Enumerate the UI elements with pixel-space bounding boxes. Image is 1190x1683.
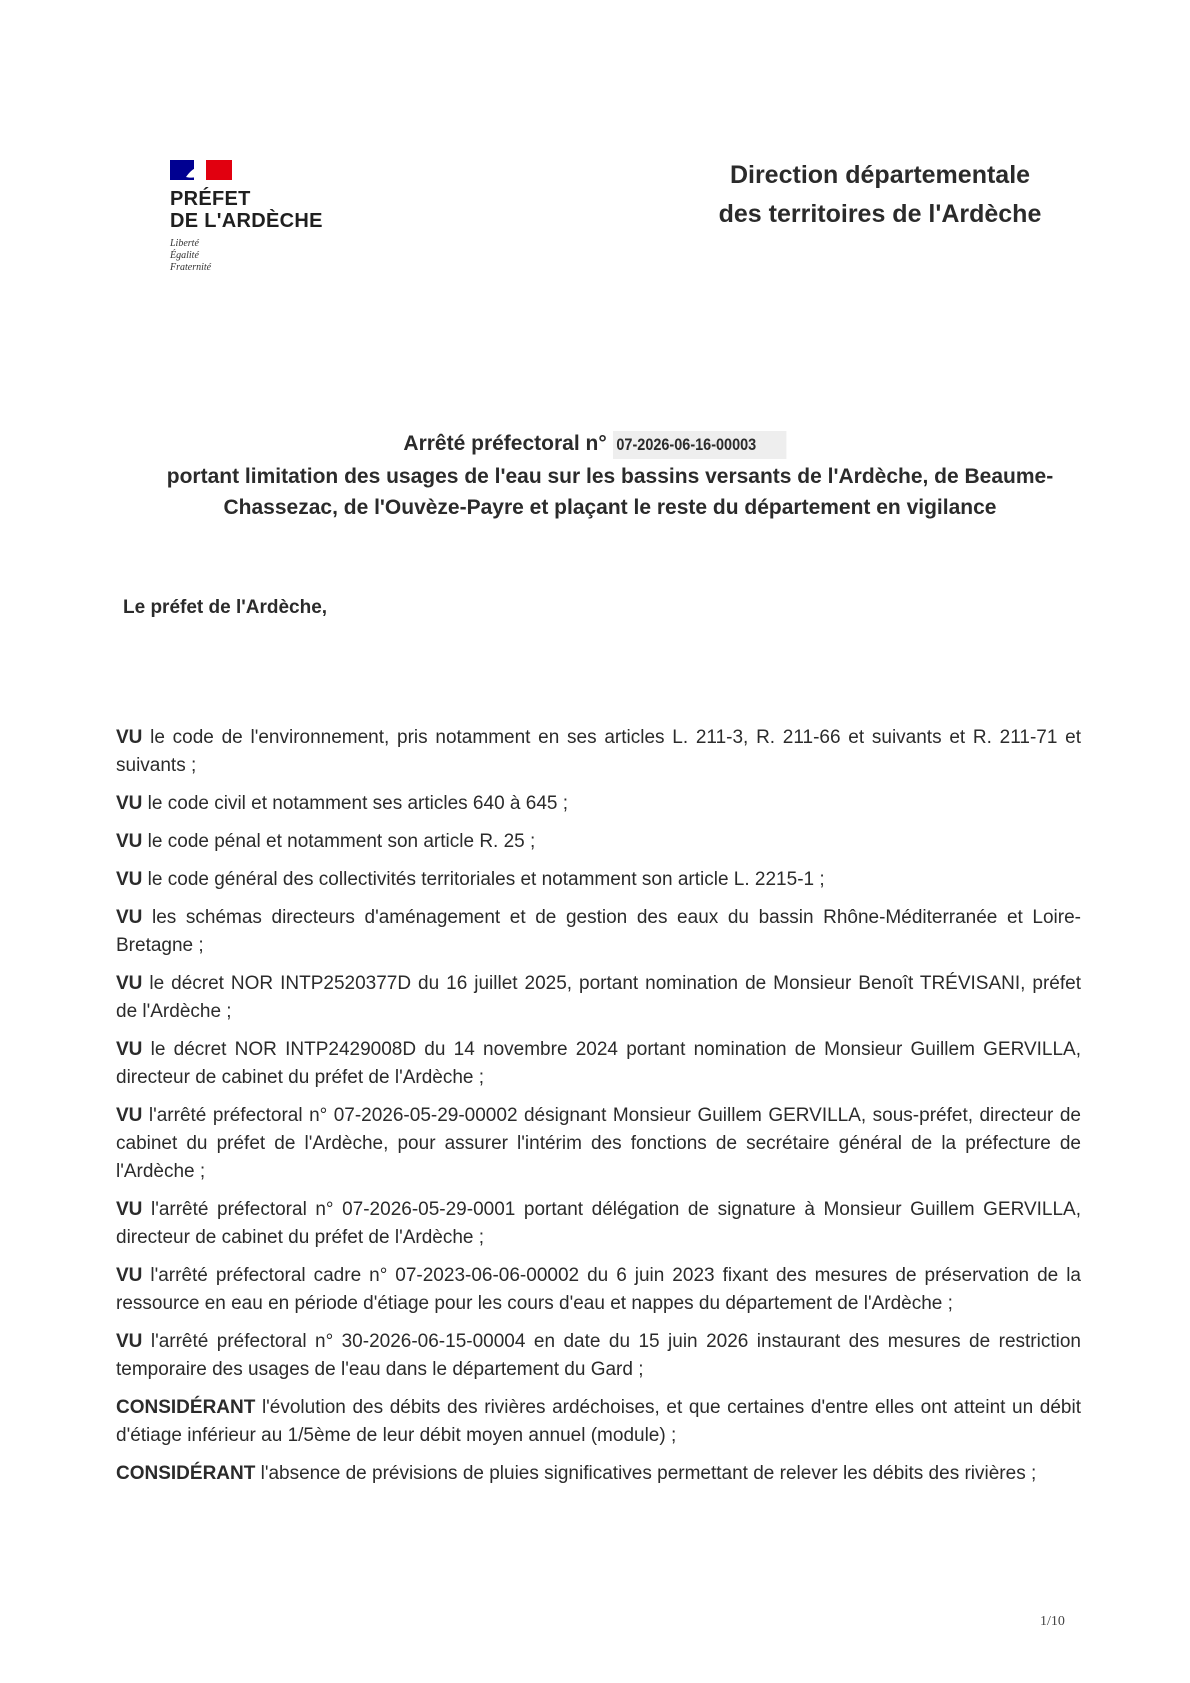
recital-text: les schémas directeurs d'aménagement et de gestion des eaux du bassin Rhône-Méditerranée et Loire-Bretagne ; (116, 907, 1081, 956)
recital-keyword: VU (116, 1265, 143, 1286)
recital-keyword: VU (116, 727, 143, 748)
recital-keyword: VU (116, 869, 143, 890)
motto-liberte: Liberté (170, 238, 199, 249)
recital-text: le code général des collectivités territoriales et notamment son article L. 2215-1 ; (142, 869, 825, 890)
recital-paragraph (116, 970, 1081, 1026)
recital-paragraph (116, 790, 1081, 818)
recital-text: l'arrêté préfectoral n° 07-2026-05-29-00002 désignant Monsieur Guillem GERVILLA, sous-préfet, directeur de cabinet du préfet de l'Ardèche, pour assurer l'intérim des fonctions de secrétaire général de la préfecture de l'Ardèche ; (116, 1105, 1081, 1182)
prefet-intro: Le préfet de l'Ardèche, (123, 597, 328, 618)
flag-blue-stripe (170, 160, 194, 180)
recital-paragraph (116, 828, 1081, 856)
decree-title (130, 430, 1090, 523)
recital-text: l'arrêté préfectoral n° 30-2026-06-15-00004 en date du 15 juin 2026 instaurant des mesures de restriction temporaire des usages de l'eau dans le département du Gard ; (116, 1331, 1081, 1380)
recital-keyword: CONSIDÉRANT (116, 1397, 256, 1418)
recital-paragraph (116, 1262, 1081, 1318)
direction-line-1: Direction départementale (729, 161, 1031, 189)
decree-title-prefix: Arrêté préfectoral n° (403, 432, 607, 455)
recital-paragraph (116, 724, 1081, 780)
prefecture-logo (170, 160, 370, 274)
decree-subtitle: portant limitation des usages de l'eau sur les bassins versants de l'Ardèche, de Beaume-Chassezac, de l'Ouvèze-Payre et plaçant le reste du département en vigilance (166, 465, 1054, 519)
recital-keyword: VU (116, 1105, 143, 1126)
decree-body (116, 724, 1081, 1498)
logo-line-ardeche: DE L'ARDÈCHE (170, 210, 323, 232)
recital-text: l'évolution des débits des rivières ardéchoises, et que certaines d'entre elles ont atteint un débit d'étiage inférieur au 1/5ème de leur débit moyen annuel (module) ; (116, 1397, 1081, 1446)
recital-keyword: CONSIDÉRANT (116, 1463, 256, 1484)
recital-paragraph (116, 1036, 1081, 1092)
page-number: 1/10 (1040, 1614, 1065, 1629)
decree-title-line (130, 430, 1090, 459)
recital-paragraph (116, 866, 1081, 894)
decree-number: 07-2026-06-16-00003 (613, 431, 786, 459)
recital-text: l'arrêté préfectoral cadre n° 07-2023-06-06-00002 du 6 juin 2023 fixant des mesures de préservation de la ressource en eau en période d'étiage pour les cours d'eau et nappes du département de l'Ardèche ; (116, 1265, 1081, 1314)
flag-red-stripe (206, 160, 232, 180)
recital-paragraph (116, 1196, 1081, 1252)
recital-keyword: VU (116, 973, 143, 994)
logo-line-prefet: PRÉFET (170, 188, 251, 210)
recital-text: le décret NOR INTP2429008D du 14 novembre 2024 portant nomination de Monsieur Guillem GERVILLA, directeur de cabinet du préfet de l'Ardèche ; (116, 1039, 1081, 1088)
recital-keyword: VU (116, 907, 143, 928)
recital-keyword: VU (116, 1039, 143, 1060)
issuing-direction (680, 156, 1080, 234)
republic-motto (170, 238, 370, 274)
recital-keyword: VU (116, 1199, 143, 1220)
recital-text: l'absence de prévisions de pluies significatives permettant de relever les débits des rivières ; (255, 1463, 1037, 1484)
recital-keyword: VU (116, 793, 143, 814)
motto-fraternite: Fraternité (170, 262, 212, 273)
motto-egalite: Égalité (170, 250, 199, 261)
direction-line-2: des territoires de l'Ardèche (718, 200, 1042, 228)
marianne-icon (184, 163, 206, 179)
flag-icon (170, 160, 232, 180)
recital-text: le décret NOR INTP2520377D du 16 juillet 2025, portant nomination de Monsieur Benoît TRÉVISANI, préfet de l'Ardèche ; (116, 973, 1081, 1022)
recital-paragraph (116, 904, 1081, 960)
recital-text: le code de l'environnement, pris notamment en ses articles L. 211-3, R. 211-66 et suivants et R. 211-71 et suivants ; (116, 727, 1081, 776)
recital-text: le code pénal et notamment son article R. 25 ; (142, 831, 536, 852)
recital-keyword: VU (116, 831, 143, 852)
recital-text: l'arrêté préfectoral n° 07-2026-05-29-0001 portant délégation de signature à Monsieur Guillem GERVILLA, directeur de cabinet du préfet de l'Ardèche ; (116, 1199, 1081, 1248)
recital-paragraph (116, 1328, 1081, 1384)
recital-paragraph (116, 1102, 1081, 1186)
recital-text: le code civil et notamment ses articles 640 à 645 ; (142, 793, 569, 814)
recital-paragraph (116, 1460, 1081, 1488)
recital-paragraph (116, 1394, 1081, 1450)
recital-keyword: VU (116, 1331, 143, 1352)
